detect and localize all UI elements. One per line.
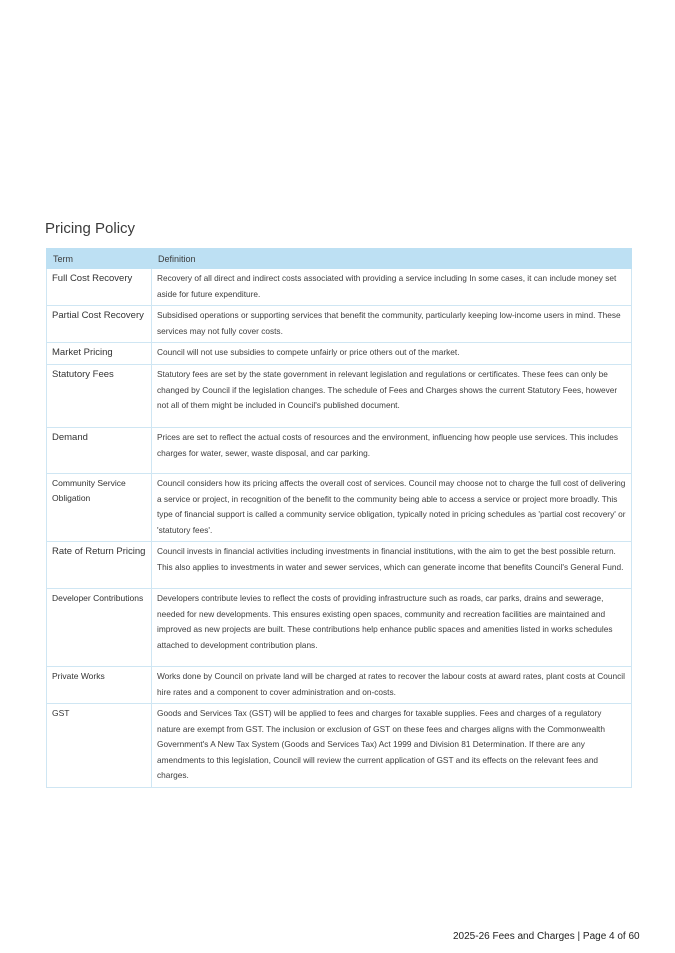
table-row bbox=[47, 667, 632, 704]
term-cell: Rate of Return Pricing bbox=[47, 542, 152, 589]
table-row bbox=[47, 269, 632, 306]
definition-cell: Council will not use subsidies to compete unfairly or price others out of the market. bbox=[152, 343, 632, 365]
definition-cell: Statutory fees are set by the state government in relevant legislation and regulations or certificates. These fees can only be changed by Council if the legislation changes. The schedule of Fees and Charges shows the current Statutory Fees, however not all of them might be included in Council's published document. bbox=[152, 365, 632, 428]
table-row bbox=[47, 365, 632, 428]
table-header bbox=[47, 249, 632, 269]
term-cell: Private Works bbox=[47, 667, 152, 704]
term-cell: Statutory Fees bbox=[47, 365, 152, 428]
term-cell: GST bbox=[47, 704, 152, 788]
column-header-definition: Definition bbox=[152, 249, 632, 269]
term-cell: Market Pricing bbox=[47, 343, 152, 365]
table-row bbox=[47, 306, 632, 343]
table-row bbox=[47, 428, 632, 474]
definition-cell: Recovery of all direct and indirect costs associated with providing a service including In some cases, it can include money set aside for future expenditure. bbox=[152, 269, 632, 306]
table-row bbox=[47, 542, 632, 589]
table-row bbox=[47, 704, 632, 788]
definition-cell: Subsidised operations or supporting services that benefit the community, particularly keeping low-income users in mind. These services may not fully cover costs. bbox=[152, 306, 632, 343]
pricing-policy-table bbox=[46, 248, 632, 788]
term-cell: Partial Cost Recovery bbox=[47, 306, 152, 343]
definition-cell: Developers contribute levies to reflect the costs of providing infrastructure such as roads, car parks, drains and sewerage, needed for new developments. This ensures existing open spaces, community and recreation facilities are maintained and improved as new projects are built. These contributions help enhance public spaces and amenities listed in works schedules attached to development contribution plans. bbox=[152, 589, 632, 667]
term-cell: Developer Contributions bbox=[47, 589, 152, 667]
table-row bbox=[47, 474, 632, 542]
column-header-term: Term bbox=[47, 249, 152, 269]
definition-cell: Council invests in financial activities including investments in financial institutions, with the aim to get the best possible return. This also applies to investments in water and sewer services, which can generate income that benefits Council's General Fund. bbox=[152, 542, 632, 589]
page-footer: 2025-26 Fees and Charges | Page 4 of 60 bbox=[453, 931, 640, 942]
table-row bbox=[47, 589, 632, 667]
definition-cell: Prices are set to reflect the actual costs of resources and the environment, influencing how people use services. This includes charges for water, sewer, waste disposal, and car parking. bbox=[152, 428, 632, 474]
definition-cell: Council considers how its pricing affects the overall cost of services. Council may choose not to charge the full cost of delivering a service or project, in recognition of the benefit to the community being able to access a service or project more broadly. This type of financial support is called a community service obligation, typically noted in pricing schedules as 'partial cost recovery' or 'statutory fees'. bbox=[152, 474, 632, 542]
term-cell: Community Service Obligation bbox=[47, 474, 152, 542]
term-cell: Demand bbox=[47, 428, 152, 474]
definition-cell: Works done by Council on private land will be charged at rates to recover the labour costs at award rates, plant costs at Council hire rates and a component to cover administration and on-costs. bbox=[152, 667, 632, 704]
term-cell: Full Cost Recovery bbox=[47, 269, 152, 306]
definition-cell: Goods and Services Tax (GST) will be applied to fees and charges for taxable supplies. Fees and charges of a regulatory nature are exempt from GST. The inclusion or exclusion of GST on these fees and charges aligns with the Commonwealth Government's A New Tax System (Goods and Services Tax) Act 1999 and Division 81 Determination. If there are any amendments to this legislation, Council will review the current application of GST and its effects on the relevant fees and charges. bbox=[152, 704, 632, 788]
table-row bbox=[47, 343, 632, 365]
page-title: Pricing Policy bbox=[45, 220, 136, 237]
